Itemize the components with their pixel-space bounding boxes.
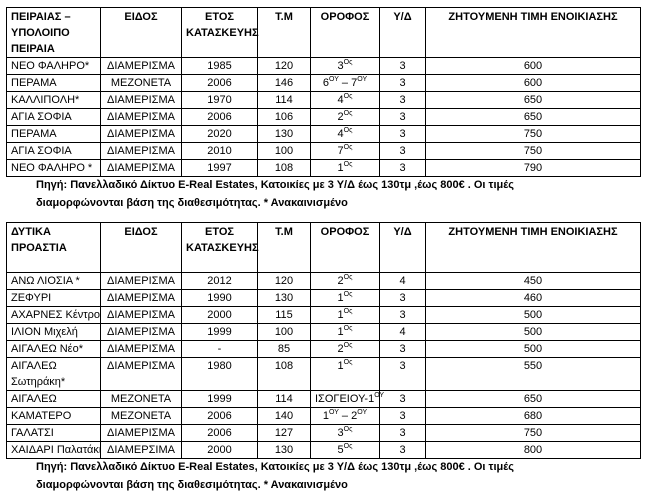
floor-number: 6 bbox=[322, 77, 329, 89]
source-note bbox=[36, 176, 636, 212]
cell-price: 500 bbox=[426, 307, 641, 324]
cell-sqm: 100 bbox=[258, 324, 311, 341]
cell-year: 2006 bbox=[182, 408, 258, 425]
cell-bedrooms: 3 bbox=[380, 442, 426, 459]
cell-price: 650 bbox=[426, 92, 641, 109]
column-header: ΕΙΔΟΣ bbox=[101, 223, 182, 273]
cell-floor bbox=[311, 358, 380, 391]
source-note-line: Πηγή: Πανελλαδικό Δίκτυο E-Real Estates, Κατοικίες με 3 Υ/Δ έως 130τμ ,έως 800€ . Οι τιμές bbox=[36, 461, 514, 473]
cell-bedrooms: 3 bbox=[380, 143, 426, 160]
cell-year: 2000 bbox=[182, 442, 258, 459]
table-row bbox=[7, 58, 641, 75]
cell-bedrooms: 3 bbox=[380, 75, 426, 92]
floor-number: – 2 bbox=[338, 410, 358, 422]
cell-bedrooms: 4 bbox=[380, 324, 426, 341]
cell-area: ΚΑΜΑΤΕΡΟ bbox=[7, 408, 101, 425]
cell-bedrooms: 4 bbox=[380, 273, 426, 290]
floor-number: 5 bbox=[337, 444, 344, 456]
cell-area: ΠΕΡΑΜΑ bbox=[7, 126, 101, 143]
cell-price: 750 bbox=[426, 425, 641, 442]
cell-type: ΔΙΑΜΕΡΙΣΜΑ bbox=[101, 58, 182, 75]
cell-sqm: 130 bbox=[258, 126, 311, 143]
cell-bedrooms: 3 bbox=[380, 391, 426, 408]
cell-area: ΝΕΟ ΦΑΛΗΡΟ * bbox=[7, 160, 101, 177]
cell-price: 680 bbox=[426, 408, 641, 425]
header-row bbox=[7, 8, 641, 58]
table-row bbox=[7, 160, 641, 177]
cell-sqm: 115 bbox=[258, 307, 311, 324]
piraeus-rentals-table bbox=[6, 7, 641, 177]
cell-floor bbox=[311, 92, 380, 109]
cell-type: ΔΙΑΜΕΡΙΣΜΑ bbox=[101, 126, 182, 143]
cell-area: ΑΧΑΡΝΕΣ Κέντρο bbox=[7, 307, 101, 324]
cell-type: ΔΙΑΜΕΡΙΣΜΑ bbox=[101, 307, 182, 324]
cell-bedrooms: 3 bbox=[380, 425, 426, 442]
column-header: Υ/Δ bbox=[380, 8, 426, 58]
cell-floor bbox=[311, 143, 380, 160]
cell-type: ΔΙΑΜΕΡΙΣΜΑ bbox=[101, 324, 182, 341]
cell-bedrooms: 3 bbox=[380, 307, 426, 324]
column-header: ΕΙΔΟΣ bbox=[101, 8, 182, 58]
column-header: Τ.Μ bbox=[258, 8, 311, 58]
column-header: ΕΤΟΣ ΚΑΤΑΣΚΕΥΗΣ bbox=[182, 8, 258, 58]
cell-sqm: 106 bbox=[258, 109, 311, 126]
floor-ordinal: Ος bbox=[343, 144, 353, 151]
header-row bbox=[7, 223, 641, 273]
source-note-line: Πηγή: Πανελλαδικό Δίκτυο E-Real Estates, Κατοικίες με 3 Υ/Δ έως 130τμ ,έως 800€ . Οι τιμές bbox=[36, 179, 514, 191]
floor-number: – 7 bbox=[338, 77, 358, 89]
cell-year: 2000 bbox=[182, 307, 258, 324]
column-header: ΖΗΤΟΥΜΕΝΗ ΤΙΜΗ ΕΝΟΙΚΙΑΣΗΣ bbox=[426, 223, 641, 273]
cell-sqm: 108 bbox=[258, 358, 311, 391]
cell-floor bbox=[311, 341, 380, 358]
cell-price: 500 bbox=[426, 341, 641, 358]
cell-bedrooms: 3 bbox=[380, 408, 426, 425]
source-note bbox=[36, 458, 636, 494]
cell-bedrooms: 3 bbox=[380, 92, 426, 109]
cell-floor bbox=[311, 58, 380, 75]
cell-price: 600 bbox=[426, 58, 641, 75]
floor-ordinal: ΟΥ bbox=[357, 409, 368, 416]
column-header: ΖΗΤΟΥΜΕΝΗ ΤΙΜΗ ΕΝΟΙΚΙΑΣΗΣ bbox=[426, 8, 641, 58]
cell-price: 790 bbox=[426, 160, 641, 177]
cell-price: 500 bbox=[426, 324, 641, 341]
cell-floor bbox=[311, 290, 380, 307]
cell-year: 1970 bbox=[182, 92, 258, 109]
cell-sqm: 100 bbox=[258, 143, 311, 160]
cell-price: 750 bbox=[426, 143, 641, 160]
cell-type: ΔΙΑΜΕΡΙΣΜΑ bbox=[101, 341, 182, 358]
cell-sqm: 140 bbox=[258, 408, 311, 425]
floor-number: 1 bbox=[337, 162, 344, 174]
source-note-line: διαμορφώνονται βάση της διαθεσιμότητας. * Ανακαινισμένο bbox=[36, 479, 348, 491]
cell-year: 1999 bbox=[182, 391, 258, 408]
floor-ordinal: Ος bbox=[343, 325, 353, 332]
cell-area: ΙΛΙΟΝ Μιχελή bbox=[7, 324, 101, 341]
cell-year: - bbox=[182, 341, 258, 358]
cell-type: ΔΙΑΜΕΡΙΣΜΑ bbox=[101, 425, 182, 442]
table-row bbox=[7, 290, 641, 307]
floor-number: 2 bbox=[337, 343, 344, 355]
cell-price: 450 bbox=[426, 273, 641, 290]
cell-type: ΔΙΑΜΕΡΙΣΜΑ bbox=[101, 143, 182, 160]
cell-area: ΠΕΡΑΜΑ bbox=[7, 75, 101, 92]
cell-area: ΑΙΓΑΛΕΩ Σωτηράκη* bbox=[7, 358, 101, 391]
cell-bedrooms: 3 bbox=[380, 109, 426, 126]
floor-ordinal: ΟΥ bbox=[374, 392, 385, 399]
west-suburbs-rentals-table bbox=[6, 222, 641, 459]
floor-ordinal: Ος bbox=[343, 59, 353, 66]
cell-floor bbox=[311, 408, 380, 425]
cell-year: 1999 bbox=[182, 324, 258, 341]
cell-price: 600 bbox=[426, 75, 641, 92]
column-header: Τ.Μ bbox=[258, 223, 311, 273]
cell-year: 1990 bbox=[182, 290, 258, 307]
cell-type: ΜΕΖΟΝΕΤΑ bbox=[101, 75, 182, 92]
floor-ordinal: Ος bbox=[343, 342, 353, 349]
cell-bedrooms: 3 bbox=[380, 58, 426, 75]
floor-ordinal: Ος bbox=[343, 291, 353, 298]
cell-bedrooms: 3 bbox=[380, 290, 426, 307]
cell-area: ΝΕΟ ΦΑΛΗΡΟ* bbox=[7, 58, 101, 75]
cell-type: ΔΙΑΜΕΡΙΣΜΑ bbox=[101, 109, 182, 126]
cell-price: 650 bbox=[426, 391, 641, 408]
cell-bedrooms: 3 bbox=[380, 126, 426, 143]
cell-sqm: 120 bbox=[258, 58, 311, 75]
cell-sqm: 114 bbox=[258, 92, 311, 109]
cell-year: 1985 bbox=[182, 58, 258, 75]
table-row bbox=[7, 391, 641, 408]
cell-area: ΑΝΩ ΛΙΟΣΙΑ * bbox=[7, 273, 101, 290]
cell-area: ΚΑΛΛΙΠΟΛΗ* bbox=[7, 92, 101, 109]
floor-ordinal: Ος bbox=[343, 443, 353, 450]
cell-price: 460 bbox=[426, 290, 641, 307]
cell-floor bbox=[311, 126, 380, 143]
table-row bbox=[7, 307, 641, 324]
floor-number: 1 bbox=[337, 326, 344, 338]
floor-number: ΙΣΟΓΕΙΟΥ-1 bbox=[315, 393, 375, 405]
cell-floor bbox=[311, 391, 385, 408]
column-header: ΕΤΟΣ ΚΑΤΑΣΚΕΥΗΣ bbox=[182, 223, 258, 273]
floor-ordinal: Ος bbox=[343, 426, 353, 433]
cell-floor bbox=[311, 425, 380, 442]
cell-type: ΔΙΑΜΕΡΣΙΜΑ bbox=[101, 442, 182, 459]
cell-year: 2006 bbox=[182, 75, 258, 92]
source-note-line: διαμορφώνονται βάση της διαθεσιμότητας. * Ανακαινισμένο bbox=[36, 197, 348, 209]
cell-type: ΔΙΑΜΕΡΙΣΜΑ bbox=[101, 273, 182, 290]
column-header: ΔΥΤΙΚΑ ΠΡΟΑΣΤΙΑ bbox=[7, 223, 101, 273]
cell-year: 2020 bbox=[182, 126, 258, 143]
cell-bedrooms: 3 bbox=[380, 160, 426, 177]
cell-sqm: 130 bbox=[258, 442, 311, 459]
floor-number: 3 bbox=[337, 60, 344, 72]
table-row bbox=[7, 109, 641, 126]
cell-price: 750 bbox=[426, 126, 641, 143]
cell-floor bbox=[311, 109, 380, 126]
cell-year: 1997 bbox=[182, 160, 258, 177]
floor-ordinal: ΟΥ bbox=[328, 409, 339, 416]
floor-number: 1 bbox=[337, 360, 344, 372]
floor-ordinal: Ος bbox=[343, 127, 353, 134]
cell-year: 2006 bbox=[182, 109, 258, 126]
floor-number: 3 bbox=[337, 427, 344, 439]
cell-floor bbox=[311, 324, 380, 341]
column-header: ΟΡΟΦΟΣ bbox=[311, 223, 380, 273]
cell-floor bbox=[311, 442, 380, 459]
table-row bbox=[7, 92, 641, 109]
cell-bedrooms: 3 bbox=[380, 358, 426, 391]
cell-bedrooms: 3 bbox=[380, 341, 426, 358]
floor-ordinal: ΟΥ bbox=[328, 76, 339, 83]
cell-floor bbox=[311, 75, 380, 92]
table-row bbox=[7, 324, 641, 341]
cell-year: 2006 bbox=[182, 425, 258, 442]
cell-price: 550 bbox=[426, 358, 641, 391]
floor-number: 2 bbox=[337, 111, 344, 123]
table-row bbox=[7, 126, 641, 143]
cell-sqm: 108 bbox=[258, 160, 311, 177]
floor-ordinal: Ος bbox=[343, 161, 353, 168]
cell-type: ΔΙΑΜΕΡΙΣΜΑ bbox=[101, 358, 182, 391]
cell-area: ΓΑΛΑΤΣΙ bbox=[7, 425, 101, 442]
cell-type: ΔΙΑΜΕΡΙΣΜΑ bbox=[101, 92, 182, 109]
cell-type: ΔΙΑΜΕΡΙΣΜΑ bbox=[101, 160, 182, 177]
floor-number: 7 bbox=[337, 145, 344, 157]
cell-type: ΔΙΑΜΕΡΙΣΜΑ bbox=[101, 290, 182, 307]
floor-ordinal: Ος bbox=[343, 359, 353, 366]
floor-ordinal: ΟΥ bbox=[357, 76, 368, 83]
cell-sqm: 127 bbox=[258, 425, 311, 442]
cell-sqm: 130 bbox=[258, 290, 311, 307]
floor-ordinal: Ος bbox=[343, 274, 353, 281]
cell-type: ΜΕΖΟΝΕΤΑ bbox=[101, 391, 182, 408]
cell-floor bbox=[311, 160, 380, 177]
floor-ordinal: Ος bbox=[343, 93, 353, 100]
floor-number: 4 bbox=[337, 128, 344, 140]
table-row bbox=[7, 75, 641, 92]
cell-floor bbox=[311, 273, 380, 290]
cell-sqm: 114 bbox=[258, 391, 311, 408]
floor-number: 1 bbox=[337, 292, 344, 304]
table-row bbox=[7, 273, 641, 290]
cell-area: ΖΕΦΥΡΙ bbox=[7, 290, 101, 307]
cell-sqm: 85 bbox=[258, 341, 311, 358]
table-row bbox=[7, 341, 641, 358]
column-header: ΟΡΟΦΟΣ bbox=[311, 8, 380, 58]
cell-price: 800 bbox=[426, 442, 641, 459]
cell-area: ΧΑΙΔΑΡΙ Παλατάκι bbox=[7, 442, 101, 459]
floor-ordinal: Ος bbox=[343, 110, 353, 117]
cell-year: 1980 bbox=[182, 358, 258, 391]
cell-area: ΑΙΓΑΛΕΩ Νέο* bbox=[7, 341, 101, 358]
cell-year: 2012 bbox=[182, 273, 258, 290]
cell-sqm: 120 bbox=[258, 273, 311, 290]
table-row bbox=[7, 425, 641, 442]
floor-ordinal: Ος bbox=[343, 308, 353, 315]
cell-year: 2010 bbox=[182, 143, 258, 160]
floor-number: 1 bbox=[322, 410, 329, 422]
cell-sqm: 146 bbox=[258, 75, 311, 92]
floor-number: 1 bbox=[337, 309, 344, 321]
floor-number: 4 bbox=[337, 94, 344, 106]
cell-area: ΑΓΙΑ ΣΟΦΙΑ bbox=[7, 143, 101, 160]
cell-floor bbox=[311, 307, 380, 324]
table-row bbox=[7, 442, 641, 459]
cell-price: 650 bbox=[426, 109, 641, 126]
table-row bbox=[7, 408, 641, 425]
cell-type: ΜΕΖΟΝΕΤΑ bbox=[101, 408, 182, 425]
table-row bbox=[7, 143, 641, 160]
table-row bbox=[7, 358, 641, 391]
floor-number: 2 bbox=[337, 275, 344, 287]
cell-area: ΑΓΙΑ ΣΟΦΙΑ bbox=[7, 109, 101, 126]
cell-area: ΑΙΓΑΛΕΩ bbox=[7, 391, 101, 408]
column-header: ΠΕΙΡΑΙΑΣ – ΥΠΟΛΟΙΠΟ ΠΕΙΡΑΙΑ bbox=[7, 8, 101, 58]
column-header: Υ/Δ bbox=[380, 223, 426, 273]
